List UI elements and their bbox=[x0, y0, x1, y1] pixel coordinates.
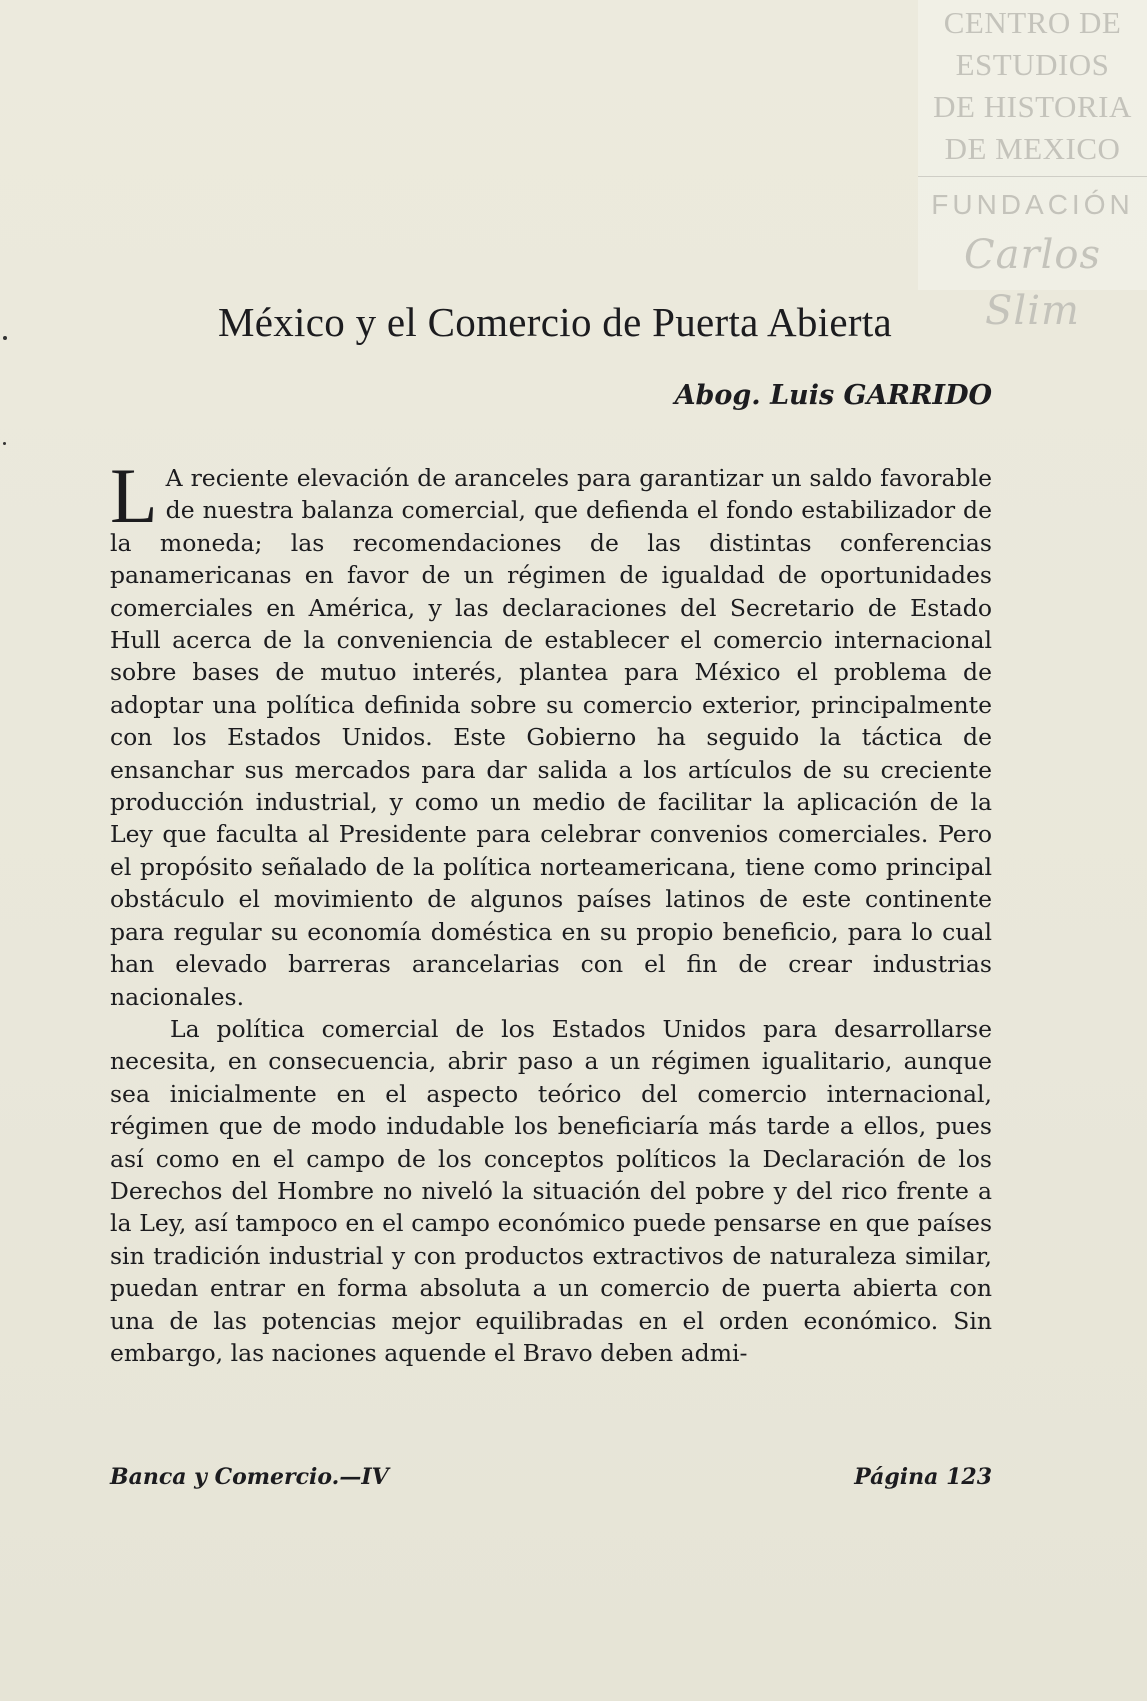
footer-publication: Banca y Comercio.—IV bbox=[110, 1464, 389, 1490]
drop-cap: L bbox=[110, 452, 158, 539]
paragraph-2: La política comercial de los Estados Unidos para desarrollarse necesita, en consecuencia, abrir paso a un régimen igualitario, aunque sea inicialmente en el aspecto teórico del comercio internacional, régimen que de modo indudable los beneficiaría más tarde a ellos, pues así como en el campo de los conceptos políticos la Declaración de los Derechos del Hombre no niveló la situación del pobre y del rico frente a la Ley, así tampoco en el campo económico puede pensarse en que países sin tradición industrial y con productos extractivos de naturaleza similar, puedan entrar en forma absoluta a un comercio de puerta abierta con una de las potencias mejor equilibradas en el orden económico. Sin embargo, las naciones aquende el Bravo deben admi- bbox=[110, 1014, 992, 1367]
watermark-line: DE MEXICO bbox=[944, 131, 1121, 166]
article-author: Abog. Luis GARRIDO bbox=[674, 380, 992, 411]
watermark-signature: Carlos Slim bbox=[964, 232, 1101, 334]
stray-mark bbox=[3, 442, 6, 445]
paragraph-1 bbox=[110, 452, 992, 1013]
paragraph-1-text: A reciente elevación de aranceles para garantizar un saldo favorable de nuestra balanza comercial, que defienda el fondo estabilizador de la moneda; las recomendaciones de las distintas conferencias panamericanas en favor de un régimen de igualdad de oportunidades comerciales en América, y las declaraciones del Secretario de Estado Hull acerca de la conveniencia de establecer el comercio internacional sobre bases de mutuo interés, plantea para México el problema de adoptar una política definida sobre su comercio exterior, principalmente con los Estados Unidos. Este Gobierno ha seguido la táctica de ensanchar sus mercados para dar salida a los artículos de su creciente producción industrial, y como un medio de facilitar la aplicación de la Ley que faculta al Presidente para celebrar convenios comerciales. Pero el propósito señalado de la política norteamericana, tiene como principal obstáculo el movimiento de algunos países latinos de este continente para regular su economía doméstica en su propio beneficio, para lo cual han elevado barreras arancelarias con el fin de crear industrias nacionales. bbox=[110, 464, 992, 1011]
watermark-line: CENTRO DE bbox=[943, 5, 1122, 40]
watermark-foundation: FUNDACIÓN bbox=[931, 189, 1134, 220]
watermark-divider bbox=[918, 176, 1147, 177]
article-body bbox=[110, 452, 992, 1369]
watermark-line: ESTUDIOS bbox=[955, 47, 1110, 82]
archive-watermark bbox=[918, 0, 1147, 334]
footer-page-number: Página 123 bbox=[854, 1464, 992, 1490]
stray-mark bbox=[3, 336, 7, 340]
watermark-institution bbox=[918, 0, 1147, 170]
article-title: México y el Comercio de Puerta Abierta bbox=[217, 299, 893, 345]
watermark-line: DE HISTORIA bbox=[933, 89, 1132, 124]
